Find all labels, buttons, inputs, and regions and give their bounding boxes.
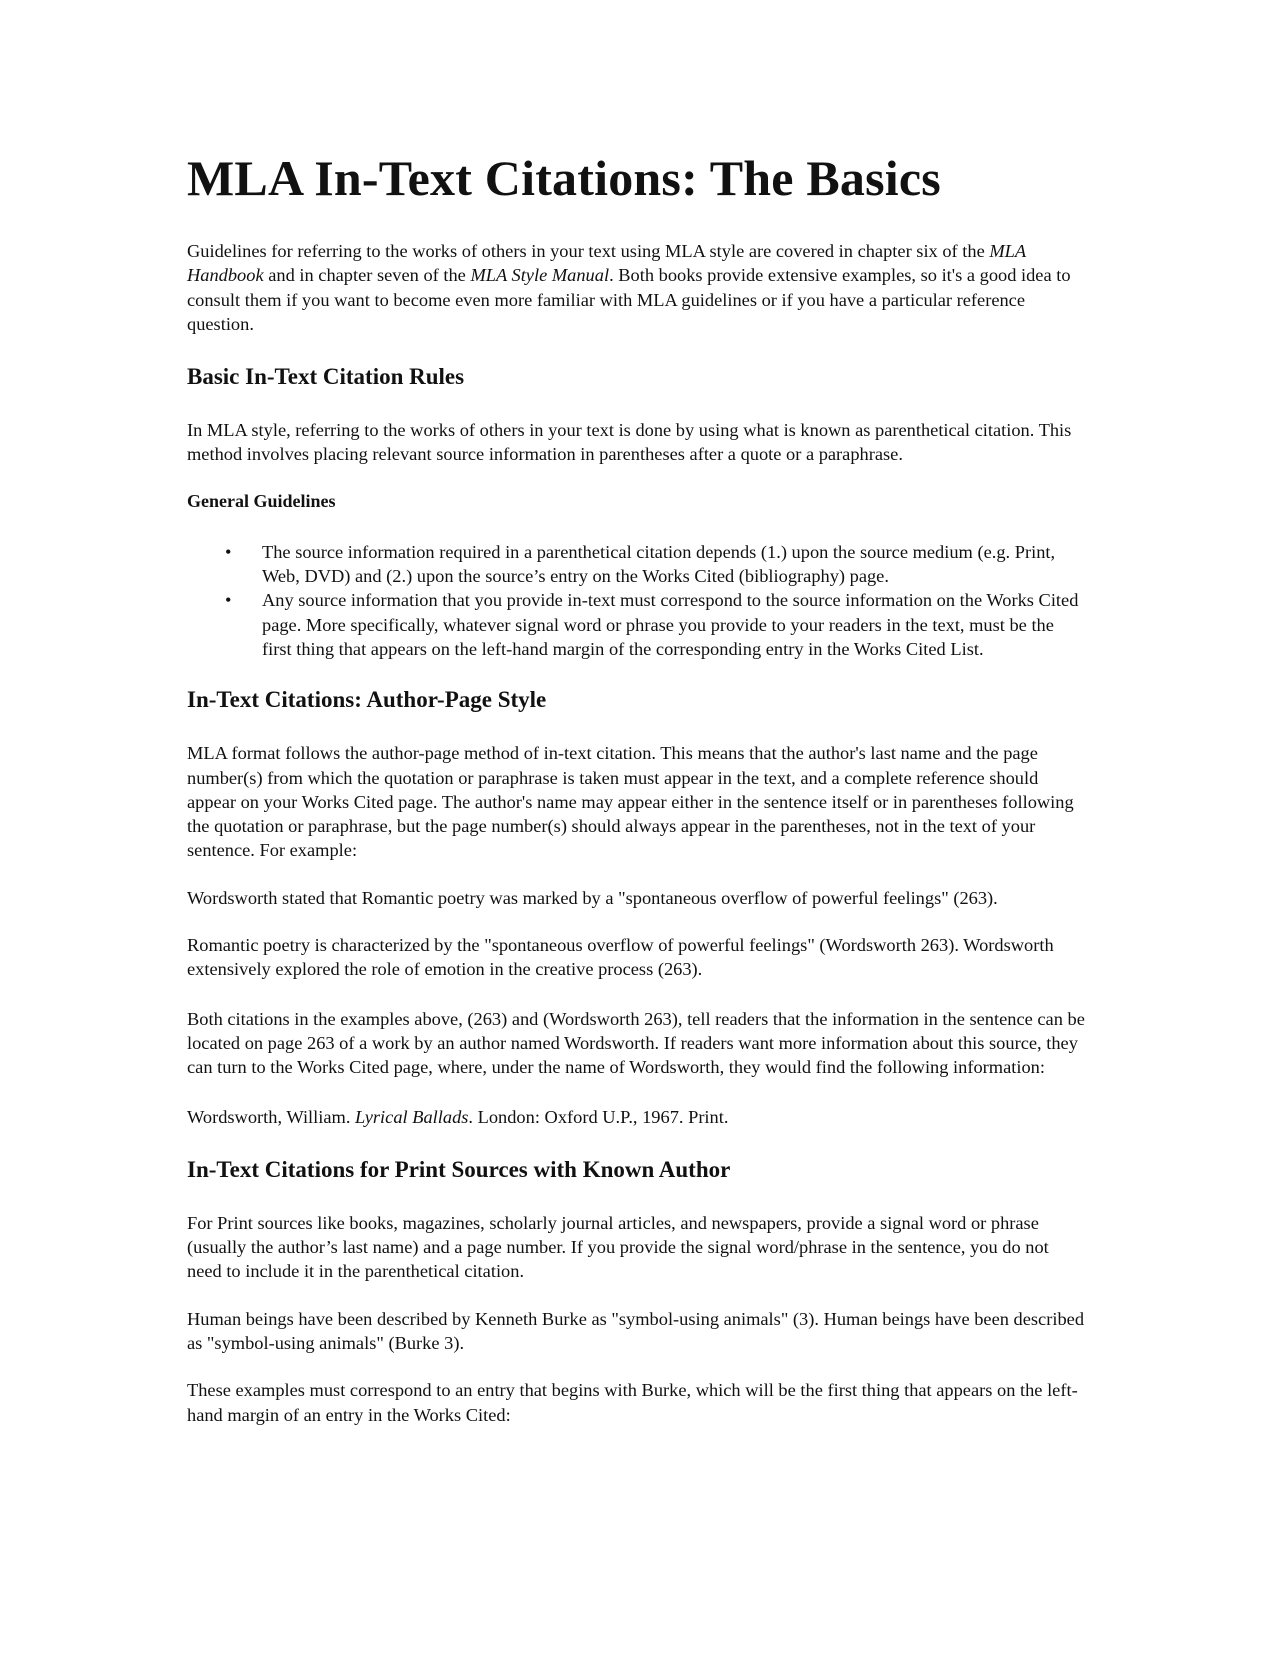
intro-text-1: Guidelines for referring to the works of others in your text using MLA style are covered in chapter six of the — [187, 241, 990, 261]
intro-text-3: . Both books provide extensive examples, so it's a good idea to consult them if you want to become even more familiar with MLA guidelines or if you have a particular reference question. — [187, 265, 1071, 334]
citation-italic-title: Lyrical Ballads — [355, 1106, 469, 1127]
burke-example-paragraph: Human beings have been described by Kenneth Burke as "symbol-using animals" (3). Human beings have been described as "symbol-using animals" (Burke 3). — [187, 1308, 1085, 1354]
intro-italic-handbook: MLA Handbook — [187, 241, 1026, 286]
section-heading-basic-rules: Basic In-Text Citation Rules — [187, 364, 465, 390]
explanation-paragraph: Both citations in the examples above, (263) and (Wordsworth 263), tell readers that the information in the sentence can be located on page 263 of a work by an author named Wordsworth. If readers want more information about this source, they can turn to the Works Cited page, where, under the name of Wordsworth, they would find the following information: — [187, 1008, 1085, 1078]
author-page-paragraph: MLA format follows the author-page method of in-text citation. This means that the author's last name and the page number(s) from which the quotation or paraphrase is taken must appear in the text, and a complete reference should appear on your Works Cited page. The author's name may appear either in the sentence itself or in parentheses following the quotation or paraphrase, but the page number(s) should always appear in the parentheses, not in the text of your sentence. For example: — [187, 743, 1074, 861]
bullet-icon: • — [225, 590, 232, 611]
works-cited-entry-wordsworth — [187, 1105, 1087, 1129]
list-item-text: Any source information that you provide in-text must correspond to the source information on the Works Cited page. More specifically, whatever signal word or phrase you provide to your readers in the text, must be the first thing that appears on the left-hand margin of the corresponding entry in the Works Cited List. — [262, 590, 1079, 659]
list-item — [187, 588, 1087, 661]
intro-text-2: and in chapter seven of the — [263, 265, 471, 286]
bullet-icon: • — [225, 541, 232, 562]
document-page — [187, 150, 1087, 1427]
section-heading-print-sources: In-Text Citations for Print Sources with Known Author — [187, 1156, 731, 1182]
burke-explanation-paragraph: These examples must correspond to an entry that begins with Burke, which will be the first thing that appears on the left-hand margin of an entry in the Works Cited: — [187, 1380, 1078, 1425]
print-sources-paragraph: For Print sources like books, magazines, scholarly journal articles, and newspapers, provide a signal word or phrase (usually the author’s last name) and a page number. If you provide the signal word/phrase in the sentence, you do not need to include it in the parenthetical citation. — [187, 1212, 1049, 1282]
basic-rules-paragraph: In MLA style, referring to the works of others in your text is done by using what is known as parenthetical citation. This method involves placing relevant source information in parentheses after a quote or a paraphrase. — [187, 420, 1072, 465]
intro-paragraph — [187, 239, 1087, 336]
subheading-general-guidelines: General Guidelines — [187, 490, 336, 511]
guidelines-list — [187, 540, 1087, 661]
page-title: MLA In-Text Citations: The Basics — [187, 150, 941, 206]
example-paragraph-1: Wordsworth stated that Romantic poetry was marked by a "spontaneous overflow of powerful feelings" (263). — [187, 887, 998, 908]
example-paragraph-2: Romantic poetry is characterized by the "spontaneous overflow of powerful feelings" (Wordsworth 263). Wordsworth extensively explored the role of emotion in the creative process (263). — [187, 935, 1054, 980]
list-item — [187, 540, 1087, 589]
citation-text-2: . London: Oxford U.P., 1967. Print. — [468, 1106, 729, 1127]
section-heading-author-page: In-Text Citations: Author-Page Style — [187, 687, 547, 713]
intro-italic-manual: MLA Style Manual — [470, 265, 610, 286]
citation-text-1: Wordsworth, William. — [187, 1106, 356, 1127]
list-item-text: The source information required in a parenthetical citation depends (1.) upon the source medium (e.g. Print, Web, DVD) and (2.) upon the source’s entry on the Works Cited (bibliography) page. — [262, 541, 1056, 587]
